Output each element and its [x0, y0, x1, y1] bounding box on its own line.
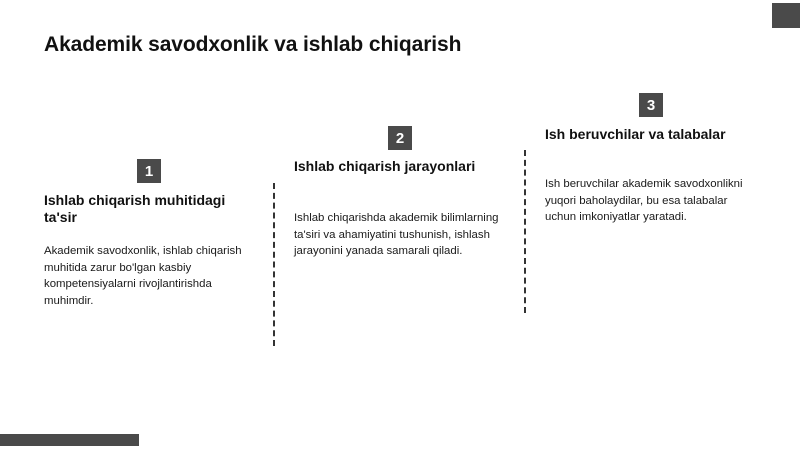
- step-1-heading: Ishlab chiqarish muhitidagi ta'sir: [44, 192, 226, 225]
- step-1-text: Akademik savodxonlik, ishlab chiqarish muhitida zarur bo'lgan kasbiy kompetensiyalarni rivojlantirishda muhimdir.: [44, 245, 242, 307]
- corner-decoration: [772, 3, 800, 28]
- step-3-text: Ish beruvchilar akademik savodxonlikni yuqori baholaydilar, bu esa talabalar uchun imkoniyatlar yaratadi.: [545, 178, 743, 223]
- slide-title: Akademik savodxonlik va ishlab chiqarish: [44, 33, 462, 56]
- step-3-heading: Ish beruvchilar va talabalar: [545, 126, 726, 142]
- timeline-divider-2: [524, 150, 526, 313]
- step-2-number-badge: 2: [388, 126, 412, 150]
- timeline-divider-1: [273, 183, 275, 346]
- step-2-heading: Ishlab chiqarish jarayonlari: [294, 158, 476, 174]
- step-2-text: Ishlab chiqarishda akademik bilimlarning ta'siri va ahamiyatini tushunish, ishlash jarayonini yanada samarali qiladi.: [294, 212, 499, 257]
- step-3-number-badge: 3: [639, 93, 663, 117]
- bottom-accent-bar: [0, 434, 139, 446]
- step-1-number-badge: 1: [137, 159, 161, 183]
